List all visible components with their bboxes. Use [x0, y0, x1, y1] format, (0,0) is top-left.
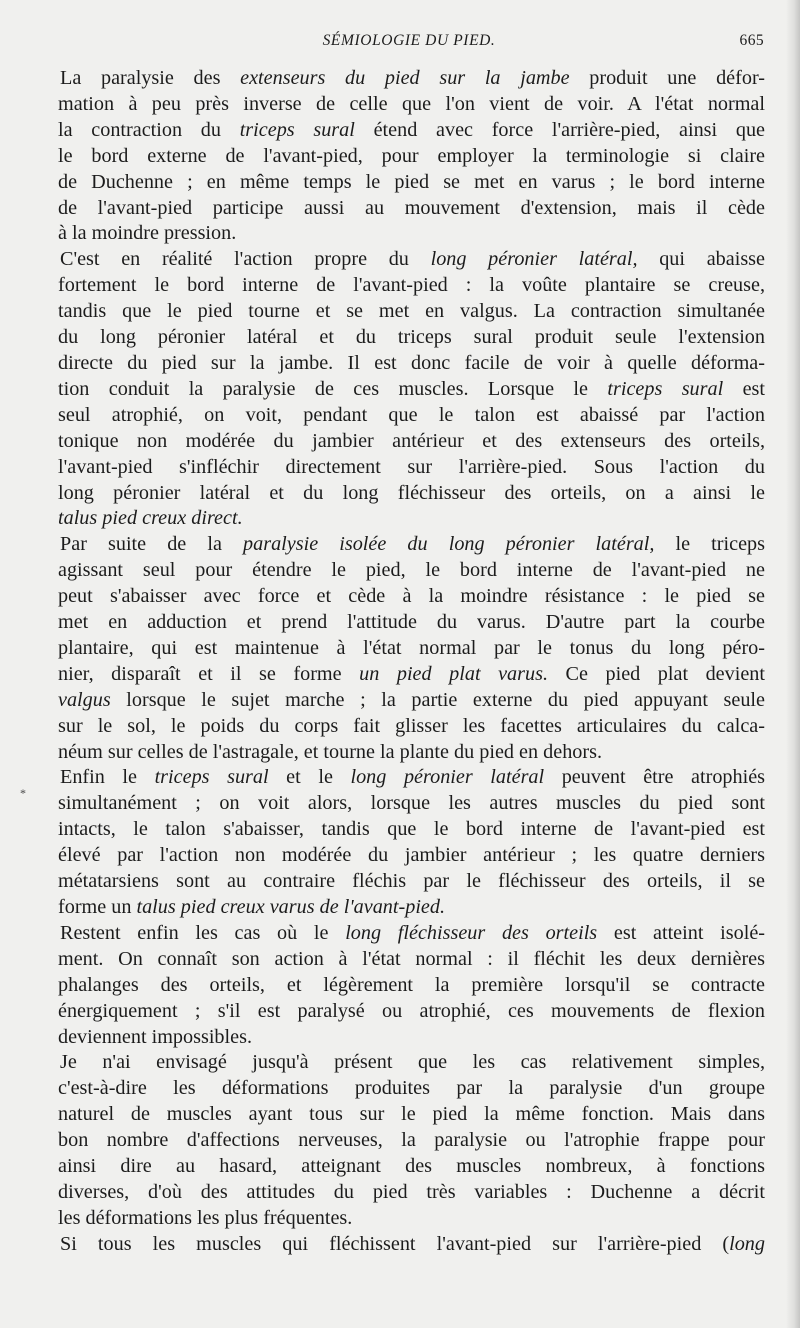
text-line	[58, 636, 765, 662]
text-run: Enfin le	[60, 766, 155, 789]
body-text	[58, 66, 765, 1258]
paragraph	[58, 532, 765, 765]
paragraph	[58, 66, 765, 247]
text-run: énergiquement ; s'il est paralysé ou atrophié, ces mouvements de flexion	[58, 999, 765, 1022]
text-line	[58, 455, 765, 481]
paragraph	[58, 247, 765, 532]
italic-run: extenseurs du pied sur la jambe	[240, 67, 570, 89]
italic-run: valgus	[58, 688, 111, 711]
text-line	[58, 1102, 765, 1128]
text-run: c'est-à-dire les déformations produites par la paralysie d'un groupe	[58, 1077, 765, 1100]
text-run: du long péronier latéral et du triceps sural produit seule l'extension	[58, 326, 765, 349]
text-line	[58, 584, 765, 610]
italic-run: triceps sural	[607, 377, 724, 400]
text-run: les déformations les plus fréquentes.	[58, 1206, 353, 1229]
text-run: tion conduit la paralysie de ces muscles. Lorsque le	[58, 377, 608, 400]
running-head: SÉMIOLOGIE DU PIED.	[322, 32, 496, 49]
text-line	[58, 1076, 765, 1102]
text-run: tonique non modérée du jambier antérieur et des extenseurs des orteils,	[58, 429, 765, 452]
text-run: long péronier latéral et du long fléchisseur des orteils, on a ainsi le	[58, 481, 765, 504]
text-line	[58, 481, 765, 507]
text-run: directe du pied sur la jambe. Il est donc facile de voir à quelle déforma-	[58, 351, 765, 374]
text-run: le triceps	[654, 533, 765, 556]
text-run: Par suite de la	[60, 533, 244, 556]
text-run: deviennent impossibles.	[58, 1025, 252, 1048]
text-run: métatarsiens sont au contraire fléchis par le fléchisseur des orteils, il se	[58, 870, 765, 893]
text-line	[58, 273, 765, 299]
text-run: Restent enfin les cas où le	[60, 921, 346, 944]
text-line	[58, 506, 765, 532]
text-run: peuvent être atrophiés	[544, 766, 766, 789]
text-line	[58, 532, 765, 558]
text-run: étend avec force l'arrière-pied, ainsi que	[354, 118, 766, 141]
text-run: le bord externe de l'avant-pied, pour employer la terminologie si claire	[58, 144, 765, 167]
text-line	[58, 973, 765, 999]
text-line	[58, 740, 765, 766]
text-run: est atteint isolé-	[597, 921, 765, 944]
page-edge-shadow	[786, 0, 800, 1328]
text-run: mation à peu près inverse de celle que l'on vient de voir. A l'état normal	[58, 92, 765, 115]
text-line	[58, 66, 765, 92]
text-run: Si tous les muscles qui fléchissent l'avant-pied sur l'arrière-pied (	[60, 1232, 730, 1255]
text-line	[58, 610, 765, 636]
text-run: seul atrophié, on voit, pendant que le talon est abaissé par l'action	[58, 403, 765, 426]
text-run: naturel de muscles ayant tous sur le pied la même fonction. Mais dans	[58, 1103, 765, 1126]
text-line	[58, 869, 765, 895]
text-line	[58, 1050, 765, 1076]
italic-run: long	[729, 1232, 765, 1255]
text-run: néum sur celles de l'astragale, et tourne la plante du pied en dehors.	[58, 740, 603, 763]
text-run: et le	[268, 766, 351, 789]
text-run: de l'avant-pied participe aussi au mouvement d'extension, mais il cède	[58, 196, 765, 219]
italic-run: long fléchisseur des orteils	[345, 921, 598, 944]
italic-run: long péronier latéral	[350, 766, 545, 789]
text-line	[58, 1154, 765, 1180]
italic-run: triceps sural	[154, 766, 269, 789]
text-run: sur le sol, le poids du corps fait glisser les facettes articulaires du calca-	[58, 714, 765, 737]
text-run: intacts, le talon s'abaisser, tandis que le bord interne de l'avant-pied est	[58, 818, 765, 841]
italic-run: talus pied creux varus de l'avant-pied.	[136, 896, 446, 918]
paragraph	[58, 765, 765, 920]
text-run: à la moindre pression.	[58, 222, 237, 245]
text-run: bon nombre d'affections nerveuses, la paralysie ou l'atrophie frappe pour	[58, 1129, 765, 1152]
text-line	[58, 947, 765, 973]
page-header	[54, 32, 764, 54]
margin-mark: *	[20, 786, 26, 800]
text-run: est	[723, 377, 765, 400]
text-line	[58, 92, 765, 118]
text-run: C'est en réalité l'action propre du	[60, 248, 431, 271]
text-run: élevé par l'action non modérée du jambier antérieur ; les quatre derniers	[58, 844, 765, 867]
text-run: agissant seul pour étendre le pied, le bord interne de l'avant-pied ne	[58, 559, 765, 582]
text-line	[58, 196, 765, 222]
text-line	[58, 247, 765, 273]
text-run: de Duchenne ; en même temps le pied se met en varus ; le bord interne	[58, 170, 765, 193]
text-line	[58, 1025, 765, 1051]
italic-run: long péronier latéral,	[430, 248, 638, 271]
text-line	[58, 1180, 765, 1206]
text-run: l'avant-pied s'infléchir directement sur l'arrière-pied. Sous l'action du	[58, 455, 765, 478]
paragraph	[58, 1050, 765, 1231]
text-line	[58, 377, 765, 403]
text-run: qui abaisse	[637, 248, 765, 271]
text-line	[58, 1128, 765, 1154]
text-line	[58, 118, 765, 144]
text-line	[58, 688, 765, 714]
text-run: phalanges des orteils, et légèrement la première lorsqu'il se contracte	[58, 973, 765, 996]
text-run: nier, disparaît et il se forme	[58, 662, 360, 685]
italic-run: triceps sural	[239, 118, 355, 141]
text-run: La paralysie des	[60, 67, 241, 89]
text-run: la contraction du	[58, 118, 240, 141]
page-number: 665	[739, 32, 764, 49]
text-line	[58, 791, 765, 817]
text-line	[58, 325, 765, 351]
text-run: forme un	[58, 896, 137, 918]
text-line	[58, 999, 765, 1025]
text-run: produit une défor-	[569, 67, 765, 89]
text-run: Je n'ai envisagé jusqu'à présent que les cas relativement simples,	[60, 1051, 765, 1074]
text-line	[58, 221, 765, 247]
text-line	[58, 144, 765, 170]
text-run: met en adduction et prend l'attitude du varus. D'autre part la courbe	[58, 611, 765, 634]
text-line	[58, 921, 765, 947]
text-run: fortement le bord interne de l'avant-pied : la voûte plantaire se creuse,	[58, 274, 765, 297]
text-run: simultanément ; on voit alors, lorsque les autres muscles du pied sont	[58, 792, 765, 815]
text-run: ainsi dire au hasard, atteignant des muscles nombreux, à fonctions	[58, 1155, 765, 1178]
text-line	[58, 351, 765, 377]
text-line	[58, 1206, 765, 1232]
text-line	[58, 817, 765, 843]
text-run: lorsque le sujet marche ; la partie externe du pied appuyant seule	[110, 688, 765, 711]
text-line	[58, 662, 765, 688]
text-line	[58, 765, 765, 791]
text-line	[58, 170, 765, 196]
text-line	[58, 714, 765, 740]
text-line	[58, 299, 765, 325]
text-line	[58, 895, 765, 921]
italic-run: paralysie isolée du long péronier latéral,	[243, 533, 655, 556]
text-run: diverses, d'où des attitudes du pied très variables : Duchenne a décrit	[58, 1180, 765, 1203]
italic-run: un pied plat varus.	[359, 662, 548, 685]
text-run: Ce pied plat devient	[548, 662, 765, 685]
paragraph	[58, 1232, 765, 1258]
text-line	[58, 843, 765, 869]
text-run: tandis que le pied tourne et se met en valgus. La contraction simultanée	[58, 300, 765, 323]
text-run: plantaire, qui est maintenue à l'état normal par le tonus du long péro-	[58, 636, 765, 659]
italic-run: talus pied creux direct.	[58, 507, 243, 530]
text-run: peut s'abaisser avec force et cède à la moindre résistance : le pied se	[58, 585, 765, 608]
text-line	[58, 429, 765, 455]
text-line	[58, 558, 765, 584]
text-line	[58, 403, 765, 429]
text-run: ment. On connaît son action à l'état normal : il fléchit les deux dernières	[58, 947, 765, 970]
text-line	[58, 1232, 765, 1258]
paragraph	[58, 921, 765, 1051]
